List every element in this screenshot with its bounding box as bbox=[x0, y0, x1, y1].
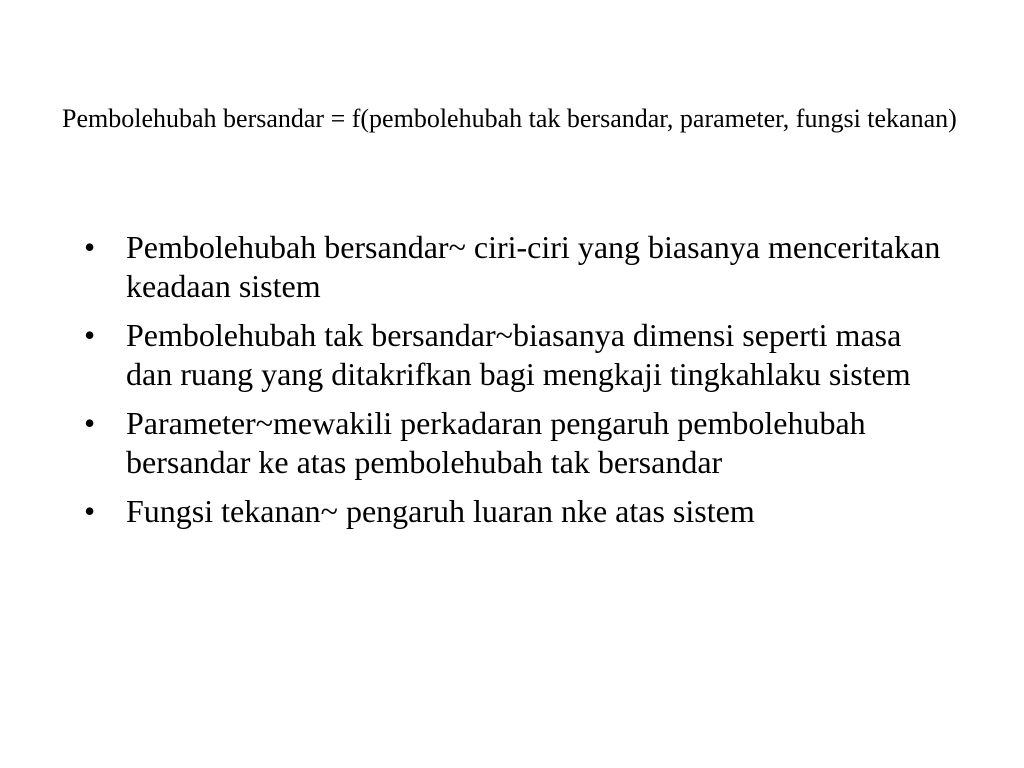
bullet-icon: • bbox=[84, 405, 96, 441]
bullet-icon: • bbox=[84, 317, 96, 353]
bullet-icon: • bbox=[84, 229, 96, 265]
bullet-text: Pembolehubah tak bersandar~biasanya dimensi seperti masa dan ruang yang ditakrifkan bagi mengkaji tingkahlaku sistem bbox=[126, 317, 911, 392]
bullet-icon: • bbox=[84, 493, 96, 529]
bullet-text: Fungsi tekanan~ pengaruh luaran nke atas sistem bbox=[126, 493, 755, 529]
bullet-item bbox=[84, 404, 944, 482]
slide-title: Pembolehubah bersandar = f(pembolehubah tak bersandar, parameter, fungsi tekanan) bbox=[62, 104, 957, 133]
bullet-item bbox=[84, 316, 944, 394]
bullet-text: Parameter~mewakili perkadaran pengaruh pembolehubah bersandar ke atas pembolehubah tak bersandar bbox=[126, 405, 866, 480]
bullet-item bbox=[84, 492, 944, 531]
bullet-item bbox=[84, 228, 944, 306]
bullet-list bbox=[84, 228, 944, 541]
bullet-text: Pembolehubah bersandar~ ciri-ciri yang biasanya menceritakan keadaan sistem bbox=[126, 229, 941, 304]
